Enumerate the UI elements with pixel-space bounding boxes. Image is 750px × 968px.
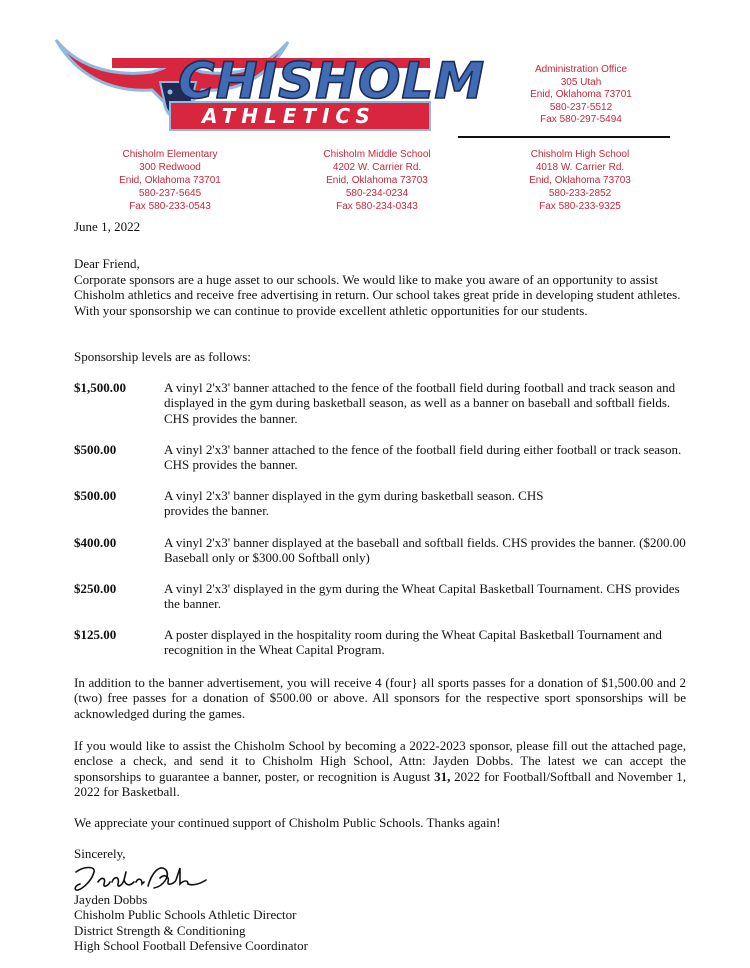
school-phone: 580-234-0234: [345, 188, 409, 199]
header-divider: [458, 136, 670, 138]
level-amount: $125.00: [74, 627, 117, 642]
sponsorship-level: [74, 627, 686, 658]
school-name: Chisholm High School: [530, 149, 630, 160]
admin-office-fax: Fax 580-297-5494: [540, 114, 622, 125]
sponsorship-level: [74, 380, 686, 426]
school-city: Enid, Oklahoma 73703: [529, 175, 631, 186]
sponsor-paragraph-start: If you would like to assist the Chisholm School by becoming a 2022-2023 sponsor, please fill out the attached page, enclose a check, and send it to Chisholm High School, Attn: Jayden Dobbs. The latest we can accept the sponsorships to guarantee a banner, poster, or recognition is August: [74, 738, 686, 784]
school-high: [490, 148, 670, 213]
sponsor-paragraph-end: 2022 for Football/Softball and November 1, 2022 for Basketball.: [74, 768, 686, 800]
level-amount: $500.00: [74, 488, 117, 503]
intro-paragraph: Corporate sponsors are a huge asset to our schools. We would like to make you aware of an opportunity to assist Chisholm athletics and receive free advertising in return. Our school takes great pride in developing student athletes. With your sponsorship we can continue to provide excellent athletic opportunities for our students.: [74, 272, 681, 318]
level-amount: $250.00: [74, 581, 117, 596]
school-fax: Fax 580-234-0343: [336, 201, 418, 212]
sponsorship-level: [74, 442, 686, 473]
level-amount: $400.00: [74, 535, 117, 550]
logo-title: CHISHOLM: [178, 52, 486, 110]
passes-paragraph: In addition to the banner advertisement, you will receive 4 (four} all sports passes for a donation of $1,500.00 and 2 (two) free passes for a donation of $500.00 or above. All sponsors for the respective sport sponsorships will be acknowledged during the games.: [74, 675, 686, 721]
letter-date: June 1, 2022: [74, 219, 141, 234]
closing: Sincerely,: [74, 846, 126, 861]
school-city: Enid, Oklahoma 73703: [326, 175, 428, 186]
admin-office-city: Enid, Oklahoma 73701: [530, 89, 632, 100]
thanks-paragraph: We appreciate your continued support of Chisholm Public Schools. Thanks again!: [74, 815, 501, 830]
level-description: A vinyl 2'x3' banner displayed at the baseball and softball fields. CHS provides the banner. ($200.00 Baseball only or $300.00 Softball only): [164, 535, 686, 566]
school-middle: [287, 148, 467, 213]
admin-office-block: [506, 64, 656, 127]
level-description: A vinyl 2'x3' displayed in the gym during the Wheat Capital Basketball Tournament. CHS provides the banner.: [164, 581, 680, 612]
school-city: Enid, Oklahoma 73701: [119, 175, 221, 186]
level-amount: $500.00: [74, 442, 117, 457]
signer-name: Jayden Dobbs: [74, 892, 148, 907]
levels-intro: Sponsorship levels are as follows:: [74, 349, 251, 364]
level-description: A vinyl 2'x3' banner displayed in the gym during basketball season. CHS provides the banner.: [164, 488, 544, 519]
signature-block: [74, 892, 308, 954]
sponsorship-level: [74, 488, 686, 519]
sponsor-paragraph: [74, 738, 686, 800]
signer-title: Chisholm Public Schools Athletic Director: [74, 907, 297, 923]
school-address: 300 Redwood: [139, 162, 201, 173]
chisholm-athletics-logo: [52, 32, 486, 132]
logo-subtitle: ATHLETICS: [202, 104, 376, 128]
sponsorship-level: [74, 581, 686, 612]
sponsorship-level: [74, 535, 686, 566]
school-fax: Fax 580-233-0543: [129, 201, 211, 212]
admin-office-phone: 580-237-5512: [549, 101, 613, 113]
school-phone: 580-233-2852: [548, 188, 612, 199]
level-description: A poster displayed in the hospitality room during the Wheat Capital Basketball Tournament and recognition in the Wheat Capital Program.: [164, 627, 662, 658]
level-amount: $1,500.00: [74, 380, 126, 395]
school-phone: 580-237-5645: [138, 188, 202, 199]
signer-title: District Strength & Conditioning: [74, 922, 246, 938]
school-address: 4202 W. Carrier Rd.: [332, 162, 422, 173]
school-address: 4018 W. Carrier Rd.: [535, 162, 625, 173]
school-fax: Fax 580-233-9325: [539, 201, 621, 212]
school-name: Chisholm Middle School: [323, 149, 431, 160]
level-description: A vinyl 2'x3' banner attached to the fence of the football field during either football or track season. CHS provides the banner.: [164, 442, 682, 473]
signer-title: High School Football Defensive Coordinator: [74, 938, 308, 954]
admin-office-address: 305 Utah: [560, 76, 602, 88]
school-name: Chisholm Elementary: [122, 149, 218, 160]
school-elementary: [80, 148, 260, 213]
sponsor-deadline-day: 31,: [434, 768, 451, 784]
letter-greeting: Dear Friend,: [74, 256, 140, 271]
level-description: A vinyl 2'x3' banner attached to the fence of the football field during football and track season and displayed in the gym during basketball season, as well as a banner on baseball and softball fields. CHS provides the banner.: [164, 380, 676, 426]
admin-office-name: Administration Office: [534, 64, 628, 75]
